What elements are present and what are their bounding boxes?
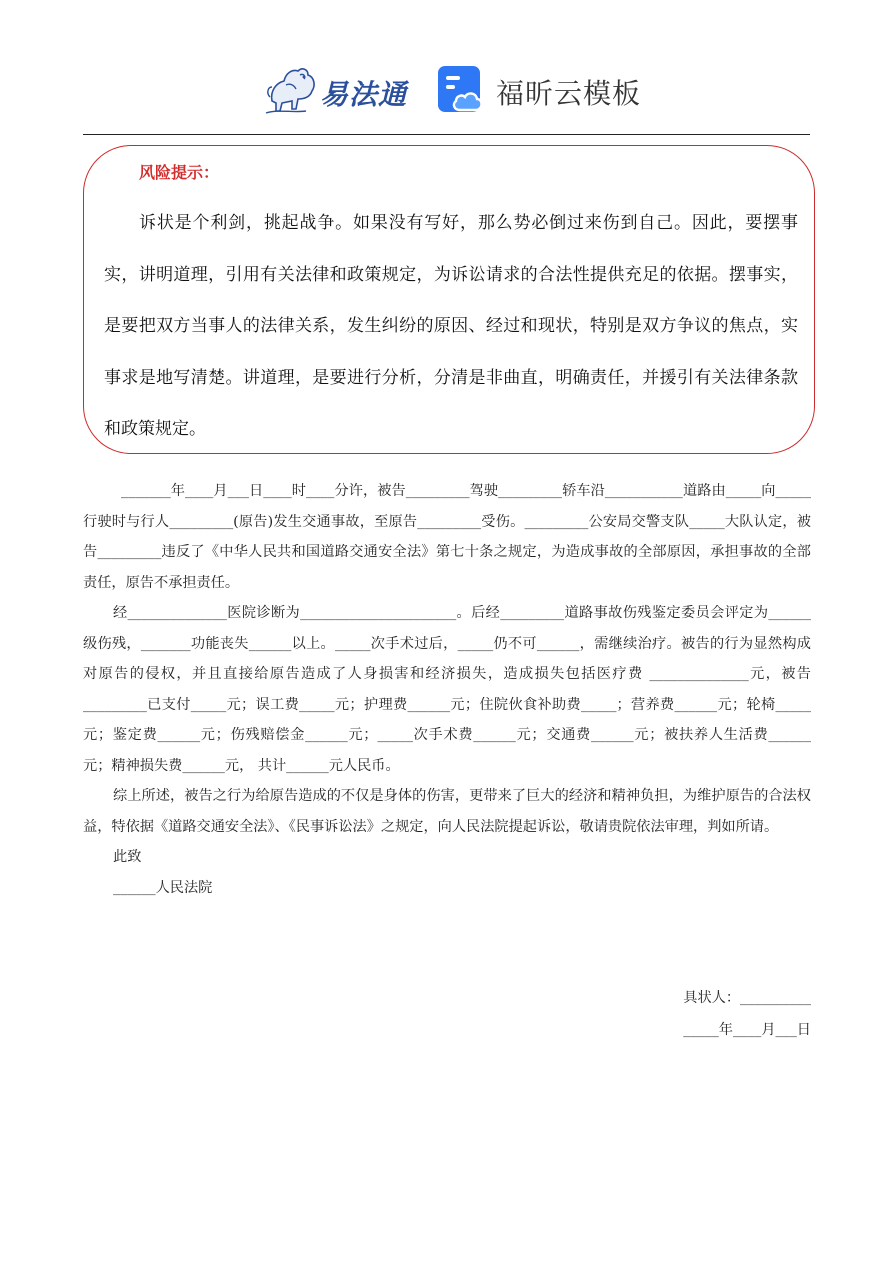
fuxin-brand-text: 福昕云模板	[496, 77, 642, 110]
complaint-body	[83, 476, 811, 903]
accident-facts-paragraph: _______年____月___日____时____分许，被告_________驾驶_________轿车沿___________道路由_____向_____行驶时与行人_________(原告)发生交通事故，至原告_________受伤。_________公安局交警支队_____大队认定，被告_________违反了《中华人民共和国道路交通安全法》第七十条之规定，为造成事故的全部原因，承担事故的全部责任，原告不承担责任。	[83, 483, 811, 591]
risk-notice-text: 诉状是个利剑，挑起战争。如果没有写好，那么势必倒过来伤到自己。因此，要摆事实，讲明道理，引用有关法律和政策规定，为诉讼请求的合法性提供充足的依据。摆事实，是要把双方当事人的法律关系，发生纠纷的原因、经过和现状，特别是双方争议的焦点，实事求是地写清楚。讲道理，是要进行分析，分清是非曲直，明确责任，并援引有关法律条款和政策规定。	[104, 213, 798, 439]
header-divider	[83, 134, 810, 135]
risk-notice-title: 风险提示：	[139, 163, 220, 182]
yifatong-logo	[262, 61, 422, 119]
qilin-icon	[262, 61, 322, 119]
risk-notice-box	[83, 145, 815, 454]
document-header	[0, 55, 893, 125]
court-name-line: ______人民法院	[113, 879, 213, 896]
closing-salutation: 此致	[113, 849, 142, 865]
plaintiff-signature-line: 具状人：__________	[683, 990, 811, 1006]
conclusion-paragraph: 综上所述，被告之行为给原告造成的不仅是身体的伤害，更带来了巨大的经济和精神负担，为维护原告的合法权益，特依据《道路交通安全法》、《民事诉讼法》之规定，向人民法院提起诉讼，敬请贵院依法审理，判如所请。	[83, 788, 811, 835]
yifatong-brand-text: 易法通	[320, 78, 408, 111]
signature-date-line: _____年____月___日	[683, 1022, 811, 1038]
fuxin-logo	[436, 64, 646, 116]
injury-and-loss-paragraph: 经______________医院诊断为______________________。后经_________道路事故伤残鉴定委员会评定为______级伤残，_______功能丧失______以上。_____次手术过后，_____仍不可______，需继续治疗。被告的行为显然构成对原告的侵权，并且直接给原告造成了人身损害和经济损失，造成损失包括医疗费 ______________元，被告_________已支付_____元；误工费_____元；护理费______元；住院伙食补助费_____；营养费______元；轮椅_____元；鉴定费______元；伤残赔偿金______元；_____次手术费______元；交通费______元；被扶养人生活费______元；精神损失费______元， 共计______元人民币。	[83, 605, 811, 774]
cloud-document-icon	[436, 64, 488, 116]
